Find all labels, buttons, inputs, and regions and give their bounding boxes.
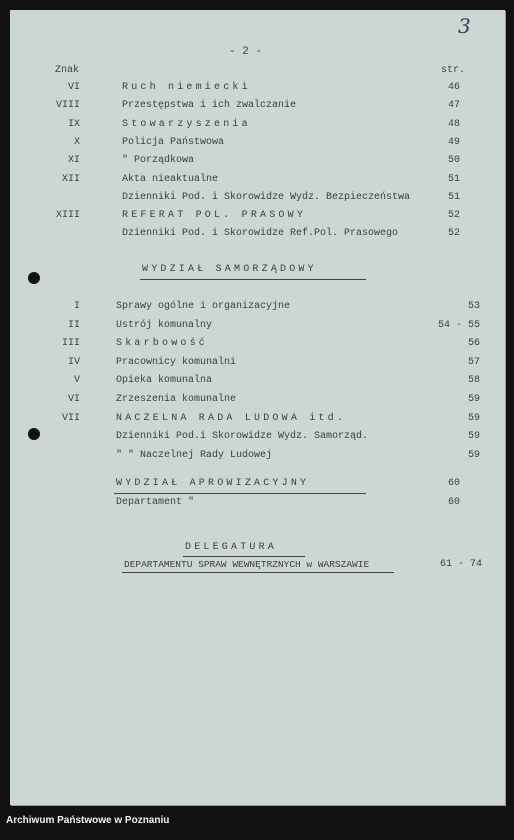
row-page: 58 — [467, 375, 480, 387]
row-page: 51 — [447, 173, 460, 185]
handwritten-page-mark: 3 — [458, 14, 471, 38]
section-3-row: Departament " — [116, 497, 195, 508]
row-title: " " Naczelnej Rady Ludowej — [116, 449, 273, 461]
row-title: Dzienniki Pod.i Skorowidze Wydz. Samorząd. — [116, 431, 369, 443]
row-page: 57 — [467, 356, 480, 368]
section-4-underline — [183, 556, 305, 557]
row-title: " Porządkowa — [122, 155, 195, 167]
row-page: 53 — [467, 301, 480, 312]
section-3-underline — [114, 493, 366, 494]
section-3-heading: WYDZIAŁ APROWIZACYJNY — [116, 478, 310, 489]
section-3-heading-page: 60 — [448, 478, 461, 489]
row-title: Stowarzyszenia — [122, 118, 251, 130]
row-page: 46 — [447, 82, 460, 93]
column-header-page: str. — [441, 65, 466, 76]
row-page: 47 — [447, 100, 460, 112]
row-title: Ustrój komunalny — [116, 319, 213, 331]
row-number: II — [67, 319, 80, 331]
punch-hole-bottom — [28, 428, 40, 440]
row-page: 56 — [467, 338, 480, 350]
row-title: Ruch niemiecki — [122, 82, 251, 93]
punch-hole-top — [28, 272, 40, 284]
row-title: REFERAT POL. PRASOWY — [122, 210, 307, 222]
row-page: 59 — [467, 431, 480, 443]
row-title: Przestępstwa i ich zwalczanie — [122, 100, 297, 112]
row-number: VI — [67, 394, 80, 405]
row-title: Sprawy ogólne i organizacyjne — [116, 301, 291, 312]
row-number: V — [73, 375, 80, 387]
row-number: XII — [61, 173, 80, 185]
row-title: Akta nieaktualne — [122, 173, 219, 185]
row-title: Zrzeszenia komunalne — [116, 394, 237, 405]
archive-footer — [0, 808, 514, 840]
row-page: 48 — [447, 118, 460, 130]
section-4-page: 61 - 74 — [440, 559, 483, 570]
row-number: VI — [67, 82, 80, 93]
section-4-heading: DELEGATURA — [185, 542, 278, 553]
row-number: XIII — [55, 210, 80, 222]
row-title: Opieka komunalna — [116, 375, 213, 387]
row-number: IX — [67, 118, 80, 130]
page-number: - 2 - — [229, 46, 263, 58]
section-4-sub-underline — [122, 572, 394, 573]
row-title: Dzienniki Pod. i Skorowidze Wydz. Bezpieczeństwa — [122, 191, 411, 203]
row-number: IV — [67, 356, 80, 368]
column-header-sign: Znak — [55, 65, 80, 76]
row-number: VII — [61, 412, 80, 424]
row-page: 54 - 55 — [437, 319, 480, 331]
row-number: XI — [67, 155, 80, 167]
section-2-underline — [140, 279, 366, 280]
row-page: 59 — [467, 394, 480, 405]
section-2-heading: WYDZIAŁ SAMORZĄDOWY — [142, 264, 317, 275]
row-number: I — [73, 301, 80, 312]
row-title: Dzienniki Pod. i Skorowidze Ref.Pol. Prasowego — [122, 228, 399, 240]
row-page: 50 — [447, 155, 460, 167]
row-page: 49 — [447, 136, 460, 148]
row-number: VIII — [55, 100, 80, 112]
row-page: 51 — [447, 191, 460, 203]
row-page: 52 — [447, 228, 460, 240]
row-number: X — [73, 136, 80, 148]
row-title: Policja Państwowa — [122, 136, 225, 148]
archive-footer-label: Archiwum Państwowe w Poznaniu — [6, 815, 170, 826]
section-4-subheading: DEPARTAMENTU SPRAW WEWNĘTRZNYCH w WARSZAWIE — [124, 559, 370, 570]
row-page: 59 — [467, 449, 480, 461]
row-title: NACZELNA RADA LUDOWA itd. — [116, 412, 347, 424]
row-number: III — [61, 338, 80, 350]
row-title: Skarbowość — [116, 338, 209, 350]
row-page: 52 — [447, 210, 460, 222]
section-3-row-page: 60 — [448, 497, 461, 508]
row-page: 59 — [467, 412, 480, 424]
row-title: Pracownicy komunalni — [116, 356, 237, 368]
